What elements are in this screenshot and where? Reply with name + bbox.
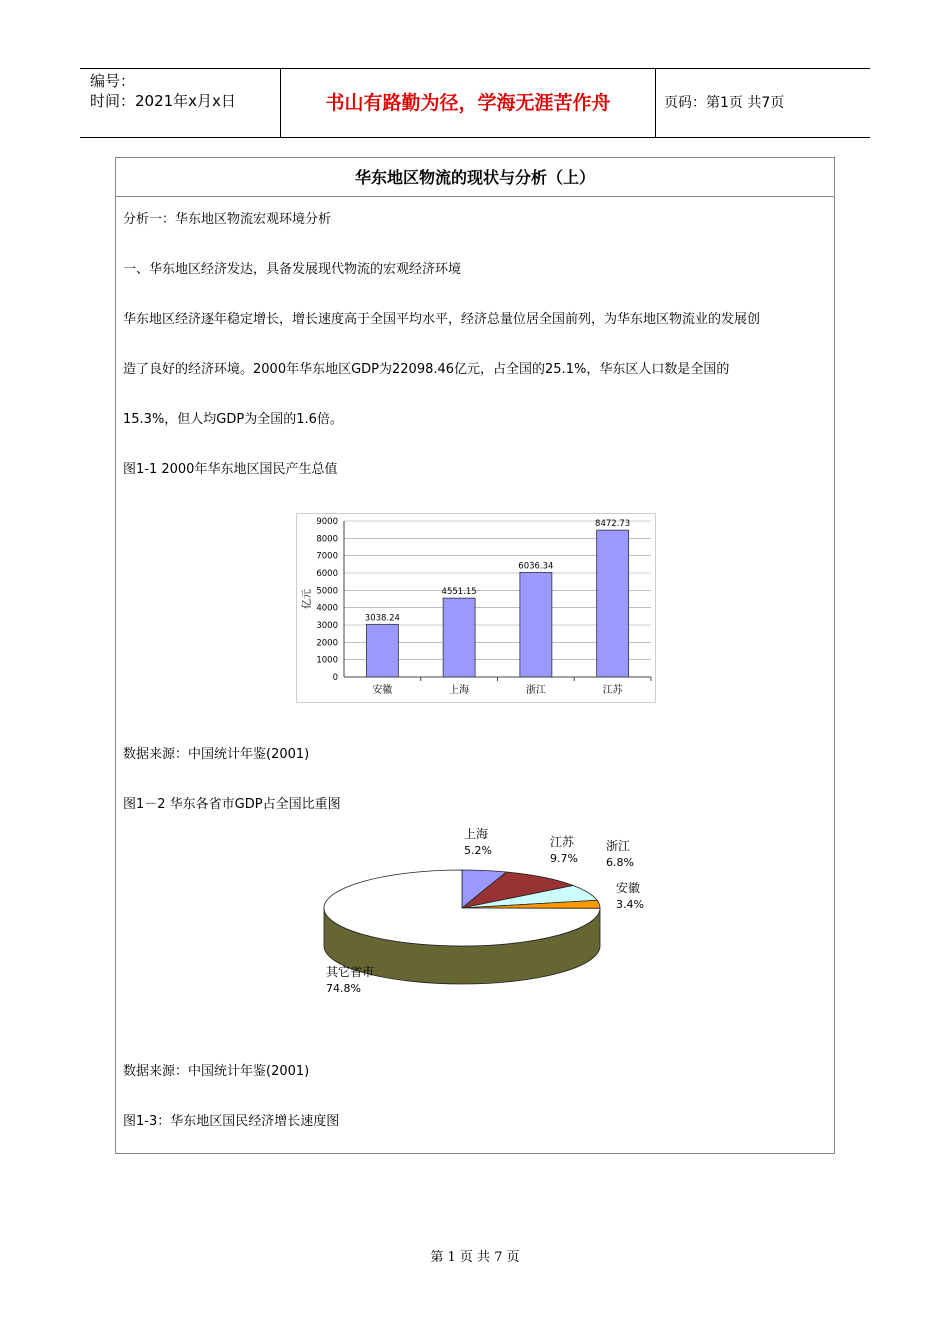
y-tick-label: 8000 — [316, 534, 338, 545]
bar-value-label: 6036.34 — [518, 561, 554, 572]
paragraph-3: 华东地区经济逐年稳定增长，增长速度高于全国平均水平，经济总量位居全国前列，为华东地区物流业的发展创 — [123, 312, 761, 327]
slice-label: 上海 — [464, 827, 489, 841]
slice-percent: 74.8% — [326, 982, 361, 995]
page-label: 页码：第1页 共7页 — [664, 95, 785, 111]
source-1: 数据来源：中国统计年鉴(2001) — [123, 747, 310, 762]
y-tick-label: 5000 — [316, 586, 338, 597]
page-footer: 第 1 页 共 7 页 — [430, 1250, 520, 1265]
y-tick-label: 3000 — [316, 621, 338, 631]
y-tick-label: 4000 — [316, 603, 338, 614]
slice-label: 其它省市 — [326, 965, 375, 979]
bar-value-label: 4551.15 — [441, 587, 477, 598]
bar-value-label: 8472.73 — [595, 519, 631, 530]
number-label: 编号： — [90, 72, 136, 90]
bar — [443, 598, 475, 677]
doc-title: 华东地区物流的现状与分析（上） — [116, 158, 834, 197]
y-tick-label: 0 — [332, 673, 338, 683]
slice-percent: 6.8% — [606, 856, 634, 869]
bar-value-label: 3038.24 — [364, 613, 400, 624]
time-label: 时间：2021年x月x日 — [90, 92, 236, 110]
y-tick-label: 7000 — [316, 551, 338, 562]
bar — [366, 624, 398, 677]
y-axis-label: 亿元 — [302, 589, 313, 609]
y-tick-label: 1000 — [316, 655, 338, 666]
x-tick-label: 上海 — [449, 685, 470, 696]
slice-label: 浙江 — [606, 839, 631, 853]
paragraph-1: 分析一：华东地区物流宏观环境分析 — [123, 212, 332, 227]
gdp-bar-chart — [296, 513, 656, 703]
y-tick-label: 6000 — [316, 569, 338, 579]
slice-percent: 5.2% — [464, 844, 492, 857]
paragraph-5: 15.3%，但人均GDP为全国的1.6倍。 — [123, 412, 343, 427]
x-tick-label: 浙江 — [525, 685, 546, 696]
slice-label: 安徽 — [616, 881, 641, 895]
motto: 书山有路勤为径，学海无涯苦作舟 — [280, 69, 656, 137]
slice-percent: 3.4% — [616, 898, 644, 911]
document-body — [115, 157, 835, 1154]
figure-3-caption: 图1-3：华东地区国民经济增长速度图 — [123, 1114, 340, 1129]
figure-1-caption: 图1-1 2000年华东地区国民产生总值 — [123, 462, 338, 477]
y-tick-label: 9000 — [316, 517, 338, 527]
gdp-share-pie-chart — [286, 826, 666, 996]
bar — [597, 530, 629, 677]
figure-2-caption: 图1－2 华东各省市GDP占全国比重图 — [123, 797, 341, 812]
page-header — [80, 68, 870, 138]
slice-percent: 9.7% — [550, 852, 578, 865]
slice-label: 江苏 — [550, 835, 575, 849]
paragraph-2: 一、华东地区经济发达，具备发展现代物流的宏观经济环境 — [123, 262, 462, 277]
paragraph-4: 造了良好的经济环境。2000年华东地区GDP为22098.46亿元，占全国的25.1%，华东区人口数是全国的 — [123, 362, 730, 377]
bar — [520, 572, 552, 677]
x-tick-label: 安徽 — [372, 685, 393, 696]
header-meta — [80, 69, 280, 137]
source-2: 数据来源：中国统计年鉴(2001) — [123, 1064, 310, 1079]
y-tick-label: 2000 — [316, 638, 338, 649]
x-tick-label: 江苏 — [602, 685, 623, 696]
